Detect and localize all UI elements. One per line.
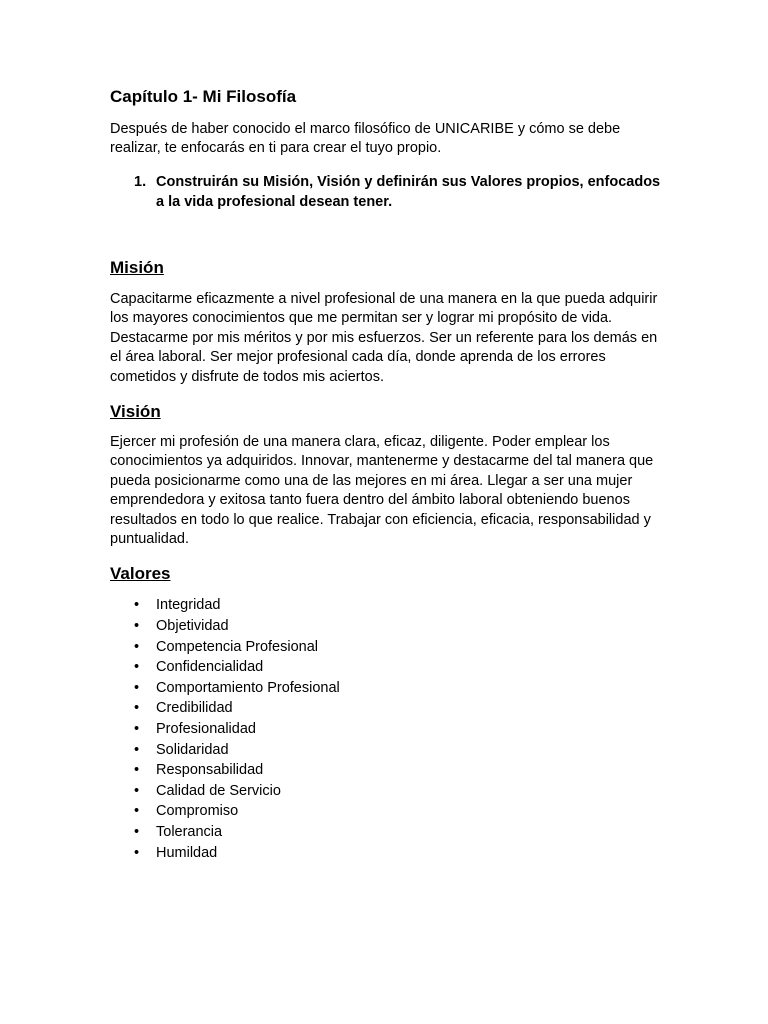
valor-item [110, 678, 670, 699]
valor-item [110, 616, 670, 637]
task-text: Construirán su Misión, Visión y definirán sus Valores propios, enfocados a la vida profesional desean tener. [156, 174, 661, 210]
valor-label: Responsabilidad [156, 762, 264, 779]
valor-label: Competencia Profesional [156, 638, 319, 655]
valor-item [110, 657, 670, 678]
valores-heading: Valores [110, 564, 171, 584]
mision-heading: Misión [110, 258, 164, 277]
task-item [110, 172, 670, 212]
bullet-icon: • [134, 762, 140, 779]
bullet-icon: • [134, 803, 140, 820]
bullet-icon: • [134, 659, 140, 676]
mision-paragraph: Capacitarme eficazmente a nivel profesional de una manera en la que pueda adquirir los mayores conocimientos que me permitan ser y lograr mi propósito de vida. Destacarme por mis méritos y por mis esfuerzos. Ser un referente para los demás en el área laboral. Ser mejor profesional cada día, donde aprenda de los errores cometidos y disfrute de todos mis aciertos. [110, 291, 658, 385]
valor-item [110, 740, 670, 761]
bullet-icon: • [134, 721, 140, 738]
valor-label: Tolerancia [156, 824, 223, 840]
valor-item [110, 595, 670, 616]
valor-item [110, 781, 670, 802]
valor-label: Profesionalidad [156, 721, 256, 738]
bullet-icon: • [134, 782, 140, 799]
valor-item [110, 719, 670, 740]
valor-label: Objetividad [156, 618, 229, 635]
bullet-icon: • [134, 700, 140, 717]
valor-label: Comportamiento Profesional [156, 679, 340, 696]
bullet-icon: • [134, 844, 140, 861]
document-page [110, 86, 670, 863]
valor-label: Humildad [156, 844, 218, 861]
valor-label: Credibilidad [156, 700, 233, 717]
valor-label: Calidad de Servicio [156, 782, 281, 799]
bullet-icon: • [134, 741, 140, 758]
valor-item [110, 801, 670, 822]
valor-item [110, 843, 670, 864]
valor-label: Solidaridad [156, 741, 229, 758]
bullet-icon: • [134, 618, 140, 635]
bullet-icon: • [134, 679, 140, 696]
chapter-title: Capítulo 1- Mi Filosofía [110, 87, 297, 106]
intro-paragraph: Después de haber conocido el marco filosófico de UNICARIBE y cómo se debe realizar, te enfocarás en ti para crear el tuyo propio. [110, 121, 621, 156]
vision-paragraph: Ejercer mi profesión de una manera clara, eficaz, diligente. Poder emplear los conocimientos ya adquiridos. Innovar, mantenerme y destacarme del tal manera que pueda posicionarme como una de las mejores en mi área. Llegar a ser una mujer emprendedora y exitosa tanto fuera dentro del ámbito laboral obteniendo buenos resultados en todo lo que realice. Trabajar con eficiencia, eficacia, responsabilidad y puntualidad. [110, 434, 654, 548]
bullet-icon: • [134, 638, 140, 655]
valores-list [110, 595, 670, 863]
task-list [110, 172, 670, 212]
valor-item [110, 760, 670, 781]
valor-item [110, 637, 670, 658]
vision-heading: Visión [110, 402, 161, 422]
valor-label: Integridad [156, 597, 221, 614]
bullet-icon: • [134, 824, 140, 840]
valor-item [110, 698, 670, 719]
bullet-icon: • [134, 597, 140, 614]
valor-label: Compromiso [156, 803, 239, 820]
valor-label: Confidencialidad [156, 659, 264, 676]
task-number: 1. [134, 174, 147, 190]
valor-item [110, 822, 670, 843]
